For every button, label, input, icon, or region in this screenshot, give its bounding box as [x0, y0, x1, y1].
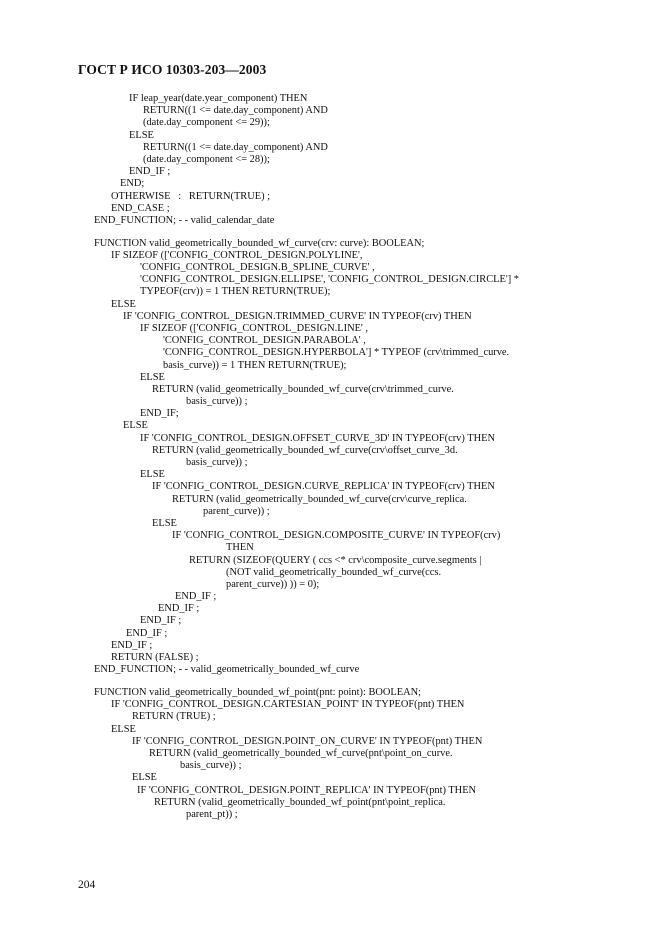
code-line: END_FUNCTION; - - valid_calendar_date	[94, 214, 275, 226]
code-line: THEN	[226, 542, 254, 554]
code-line: END_IF ;	[111, 639, 153, 651]
code-line: ELSE	[111, 298, 136, 310]
code-line: IF 'CONFIG_CONTROL_DESIGN.CURVE_REPLICA' IN TYPEOF(crv) THEN	[152, 481, 495, 493]
code-line: IF SIZEOF (['CONFIG_CONTROL_DESIGN.LINE' ,	[140, 322, 369, 334]
code-line: END_IF ;	[175, 591, 217, 603]
code-line: 'CONFIG_CONTROL_DESIGN.ELLIPSE', 'CONFIG_CONTROL_DESIGN.CIRCLE'] *	[140, 274, 519, 286]
code-line: IF SIZEOF (['CONFIG_CONTROL_DESIGN.POLYLINE',	[111, 249, 363, 261]
code-line: RETURN (FALSE) ;	[111, 652, 199, 664]
code-line: FUNCTION valid_geometrically_bounded_wf_point(pnt: point): BOOLEAN;	[94, 687, 421, 698]
code-line: OTHERWISE : RETURN(TRUE) ;	[111, 190, 271, 202]
code-line: END_IF ;	[129, 166, 171, 178]
code-line: basis_curve)) = 1 THEN RETURN(TRUE);	[163, 359, 347, 371]
code-line: (date.day_component <= 29));	[143, 117, 270, 129]
code-line: IF 'CONFIG_CONTROL_DESIGN.POINT_ON_CURVE' IN TYPEOF(pnt) THEN	[132, 735, 483, 747]
code-line: FUNCTION valid_geometrically_bounded_wf_curve(crv: curve): BOOLEAN;	[94, 237, 425, 249]
code-line: RETURN (valid_geometrically_bounded_wf_point(pnt\point_replica.	[154, 796, 446, 808]
code-line: 'CONFIG_CONTROL_DESIGN.PARABOLA' ,	[163, 335, 366, 347]
code-line: ELSE	[140, 371, 165, 383]
code-line: parent_curve)) ;	[203, 505, 270, 517]
code-line: 'CONFIG_CONTROL_DESIGN.B_SPLINE_CURVE' ,	[140, 262, 375, 274]
code-line: RETURN (valid_geometrically_bounded_wf_curve(crv\curve_replica.	[172, 493, 467, 505]
code-line: END_CASE ;	[111, 202, 170, 214]
code-line: parent_pt)) ;	[186, 808, 238, 820]
code-line: ELSE	[132, 772, 157, 784]
code-line: END_IF ;	[126, 627, 168, 639]
code-line: ELSE	[140, 469, 165, 481]
code-line: 'CONFIG_CONTROL_DESIGN.HYPERBOLA'] * TYPEOF (crv\trimmed_curve.	[163, 347, 510, 359]
code-line: ELSE	[111, 723, 136, 735]
code-line: basis_curve)) ;	[180, 760, 242, 772]
code-line: END_IF ;	[158, 603, 200, 615]
code-line: basis_curve)) ;	[186, 457, 248, 469]
code-line: END_FUNCTION; - - valid_geometrically_bounded_wf_curve	[94, 664, 360, 676]
code-line: ELSE	[123, 420, 148, 432]
code-listing	[0, 93, 661, 821]
code-line: IF 'CONFIG_CONTROL_DESIGN.TRIMMED_CURVE' IN TYPEOF(crv) THEN	[123, 310, 472, 322]
page-number: 204	[78, 879, 96, 891]
code-line: RETURN((1 <= date.day_component) AND	[143, 105, 328, 117]
code-line: END_IF ;	[140, 615, 182, 627]
code-line: TYPEOF(crv)) = 1 THEN RETURN(TRUE);	[140, 286, 331, 298]
code-line: IF 'CONFIG_CONTROL_DESIGN.POINT_REPLICA' IN TYPEOF(pnt) THEN	[137, 784, 477, 796]
code-line: END;	[120, 178, 145, 190]
code-line: basis_curve)) ;	[186, 396, 248, 408]
code-line: RETURN (valid_geometrically_bounded_wf_curve(crv\trimmed_curve.	[152, 383, 454, 395]
code-line: IF 'CONFIG_CONTROL_DESIGN.COMPOSITE_CURVE' IN TYPEOF(crv)	[172, 530, 501, 542]
code-line: RETURN (SIZEOF(QUERY ( ccs <* crv\composite_curve.segments |	[189, 554, 482, 566]
code-line: RETURN((1 <= date.day_component) AND	[143, 141, 328, 153]
code-line: END_IF;	[140, 408, 179, 420]
code-line: RETURN (TRUE) ;	[132, 711, 216, 723]
code-line: ELSE	[152, 517, 177, 529]
code-line: IF 'CONFIG_CONTROL_DESIGN.OFFSET_CURVE_3D' IN TYPEOF(crv) THEN	[140, 432, 495, 444]
code-line: (date.day_component <= 28));	[143, 153, 270, 165]
code-line: RETURN (valid_geometrically_bounded_wf_curve(crv\offset_curve_3d.	[152, 444, 458, 456]
code-line: ELSE	[129, 129, 154, 141]
code-line: (NOT valid_geometrically_bounded_wf_curve(ccs.	[226, 566, 442, 578]
page-header: ГОСТ Р ИСО 10303-203—2003	[78, 62, 267, 77]
code-line: IF leap_year(date.year_component) THEN	[129, 93, 308, 104]
code-line: IF 'CONFIG_CONTROL_DESIGN.CARTESIAN_POINT' IN TYPEOF(pnt) THEN	[111, 699, 465, 711]
code-line: parent_curve)) )) = 0);	[226, 578, 320, 590]
code-line: RETURN (valid_geometrically_bounded_wf_curve(pnt\point_on_curve.	[149, 747, 453, 759]
